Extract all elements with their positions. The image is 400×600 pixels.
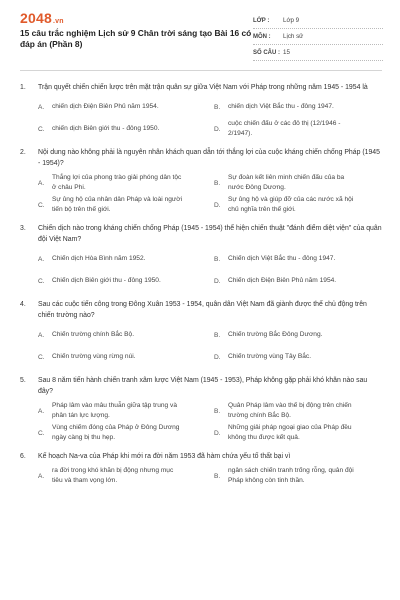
document-meta [253, 13, 383, 61]
answer-option-a[interactable] [38, 248, 206, 270]
option-text: Chiến dịch Điện Biên Phủ năm 1954. [228, 277, 337, 284]
meta-label: LỚP : [253, 17, 270, 24]
header-divider [20, 70, 382, 71]
answer-option-c[interactable] [38, 270, 206, 292]
option-letter: D. [214, 125, 221, 133]
answer-option-b[interactable] [214, 248, 382, 270]
meta-row-count [253, 45, 383, 61]
answer-option-b[interactable] [214, 324, 382, 346]
option-text: Chiến trường Bắc Đông Dương. [228, 331, 323, 338]
question-2 [20, 147, 382, 216]
meta-row-class [253, 13, 383, 29]
page-title: 15 câu trắc nghiệm Lịch sử 9 Chân trời sáng tạo Bài 16 có đáp án (Phần 8) [20, 28, 252, 49]
answer-option-d[interactable] [214, 422, 382, 444]
option-letter: A. [38, 103, 45, 111]
answer-option-d[interactable] [214, 346, 382, 368]
option-letter: B. [214, 255, 221, 263]
question-1 [20, 82, 382, 140]
option-letter: A. [38, 472, 45, 480]
option-letter: A. [38, 179, 45, 187]
option-text: Chiến dịch Biên giới thu - đông 1950. [52, 277, 161, 284]
option-text: Quân Pháp lâm vào thế bị động trên chiến trường chính Bắc Bộ. [228, 402, 352, 419]
answer-options [38, 172, 382, 216]
meta-value: 15 [283, 49, 290, 56]
answer-option-d[interactable] [214, 270, 382, 292]
option-letter: B. [214, 179, 221, 187]
question-3 [20, 223, 382, 292]
option-text: Chiến trường vùng rừng núi. [52, 353, 136, 360]
answer-option-d[interactable] [214, 194, 382, 216]
question-body: Chiến dịch nào trong kháng chiến chống Pháp (1945 - 1954) thể hiện chiến thuật "đánh điểm diệt viện" của quân đội Việt Nam? [38, 225, 382, 243]
question-body: Kế hoạch Na-va của Pháp khi mới ra đời năm 1953 đã hàm chứa yếu tố thất bại vì [38, 453, 291, 460]
option-letter: A. [38, 255, 45, 263]
option-letter: C. [38, 201, 45, 209]
logo-suffix: .vn [52, 18, 64, 25]
option-letter: B. [214, 331, 221, 339]
question-text [20, 299, 382, 321]
answer-option-c[interactable] [38, 346, 206, 368]
answer-option-b[interactable] [214, 400, 382, 422]
option-text: Thắng lợi của phong trào giải phóng dân tộc ở châu Phi. [52, 174, 182, 191]
option-letter: B. [214, 472, 221, 480]
question-number: 2. [20, 149, 26, 156]
answer-options [38, 96, 382, 140]
option-letter: D. [214, 353, 221, 361]
option-text: Chiến trường vùng Tây Bắc. [228, 353, 312, 360]
meta-label: MÔN : [253, 33, 271, 40]
answer-options [38, 400, 382, 444]
option-letter: D. [214, 429, 221, 437]
question-number: 5. [20, 377, 26, 384]
answer-option-a[interactable] [38, 400, 206, 422]
question-4 [20, 299, 382, 368]
question-6 [20, 451, 382, 487]
question-number: 6. [20, 453, 26, 460]
answer-options [38, 465, 382, 487]
option-text: cuộc chiến đấu ở các đô thị (12/1946 - 2/1947). [228, 120, 341, 137]
meta-value: Lớp 9 [283, 17, 300, 24]
question-number: 3. [20, 225, 26, 232]
option-letter: A. [38, 331, 45, 339]
option-letter: C. [38, 353, 45, 361]
logo-text: 2048 [20, 10, 52, 26]
option-text: chiến dịch Biên giới thu - đông 1950. [52, 125, 160, 132]
option-text: Chiến dịch Việt Bắc thu - đông 1947. [228, 255, 336, 262]
answer-option-b[interactable] [214, 172, 382, 194]
meta-label: SỐ CÂU : [253, 49, 280, 56]
question-text [20, 223, 382, 245]
meta-row-subject [253, 29, 383, 45]
option-text: chiến dịch Điện Biên Phủ năm 1954. [52, 103, 159, 110]
option-text: Pháp lâm vào mâu thuẫn giữa tập trung và phân tán lực lượng. [52, 402, 178, 419]
question-text [20, 82, 382, 93]
question-number: 1. [20, 84, 26, 91]
answer-option-c[interactable] [38, 422, 206, 444]
option-text: Những giải pháp ngoại giao của Pháp đều không thu được kết quả. [228, 424, 352, 441]
answer-option-c[interactable] [38, 194, 206, 216]
answer-option-c[interactable] [38, 118, 206, 140]
option-text: Chiến dịch Hòa Bình năm 1952. [52, 255, 146, 262]
option-text: Sự ủng hộ của nhân dân Pháp và loài người tiến bộ trên thế giới. [52, 196, 183, 213]
option-text: chiến dịch Việt Bắc thu - đông 1947. [228, 103, 334, 110]
answer-option-b[interactable] [214, 96, 382, 118]
answer-option-a[interactable] [38, 172, 206, 194]
option-letter: D. [214, 201, 221, 209]
option-text: ra đời trong khó khăn bị động nhưng mục tiêu và tham vọng lớn. [52, 467, 174, 484]
option-text: Sự ủng hộ và giúp đỡ của các nước xã hội chủ nghĩa trên thế giới. [228, 196, 354, 213]
answer-options [38, 248, 382, 292]
question-body: Sau 8 năm tiến hành chiến tranh xâm lược Việt Nam (1945 - 1953), Pháp không gặp phải khó khăn nào sau đây? [38, 377, 368, 395]
answer-option-d[interactable] [214, 118, 382, 140]
option-letter: B. [214, 407, 221, 415]
option-letter: D. [214, 277, 221, 285]
option-text: Sự đoàn kết liên minh chiến đấu của ba nước Đông Dương. [228, 174, 345, 191]
option-letter: A. [38, 407, 45, 415]
site-logo[interactable] [20, 10, 64, 26]
question-text [20, 375, 382, 397]
option-letter: C. [38, 277, 45, 285]
question-text [20, 451, 382, 462]
question-body: Trận quyết chiến chiến lược trên mặt trận quân sự giữa Việt Nam với Pháp trong những năm 1945 - 1954 là [38, 84, 368, 91]
question-5 [20, 375, 382, 444]
option-text: ngân sách chiến tranh trống rỗng, quân đội Pháp không còn tinh thần. [228, 467, 354, 484]
answer-option-a[interactable] [38, 324, 206, 346]
answer-option-a[interactable] [38, 465, 206, 487]
option-letter: C. [38, 429, 45, 437]
answer-option-b[interactable] [214, 465, 382, 487]
question-list [20, 82, 382, 494]
answer-options [38, 324, 382, 368]
option-text: Chiến trường chính Bắc Bộ. [52, 331, 135, 338]
question-body: Sau các cuộc tiến công trong Đông Xuân 1953 - 1954, quân dân Việt Nam đã giành được thế chủ động trên chiến trường nào? [38, 301, 367, 319]
question-text [20, 147, 382, 169]
option-letter: B. [214, 103, 221, 111]
meta-value: Lịch sử [283, 33, 304, 40]
question-number: 4. [20, 301, 26, 308]
option-text: Vùng chiếm đóng của Pháp ở Đông Dương ngày càng bị thu hẹp. [52, 424, 180, 441]
question-body: Nội dung nào không phải là nguyên nhân khách quan dẫn tới thắng lợi của cuộc kháng chiến chống Pháp (1945 - 1954)? [38, 149, 380, 167]
answer-option-a[interactable] [38, 96, 206, 118]
option-letter: C. [38, 125, 45, 133]
document-header [0, 0, 400, 64]
